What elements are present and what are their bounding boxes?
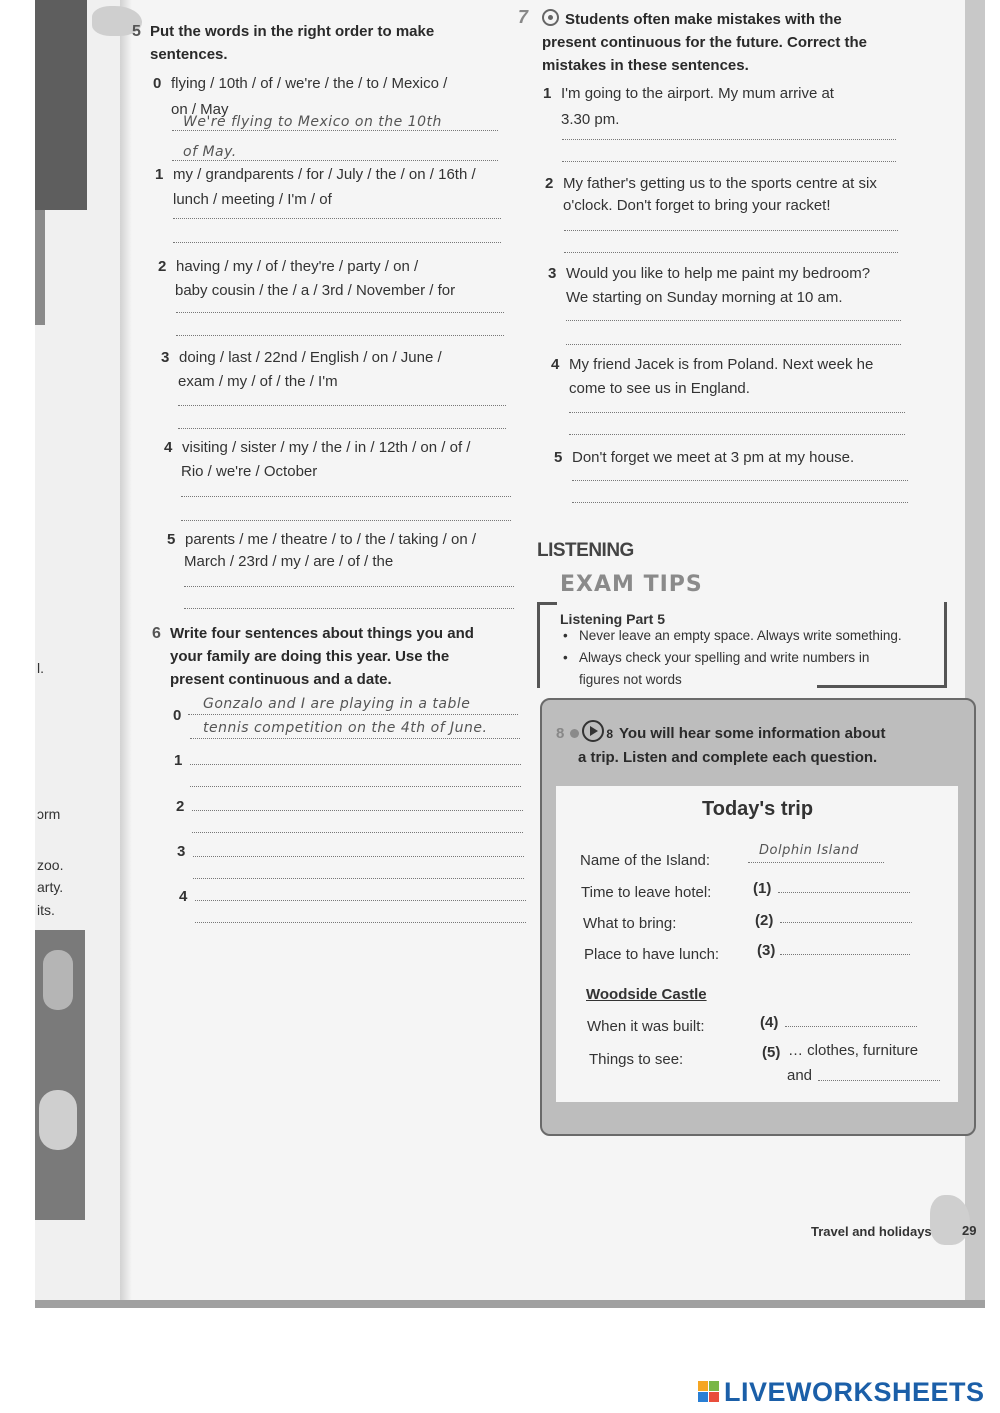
ex7-item-2: 2 My father's getting us to the sports centre at six [545, 175, 877, 192]
ex5-item-1-answer-line[interactable] [173, 218, 501, 219]
ex5-item-1: 1 my / grandparents / for / July / the / on / 16th / [155, 166, 476, 183]
exam-tips-title: EXAM TIPS [560, 572, 703, 597]
ex5-item-0-answer-continued: of May. [183, 144, 237, 160]
exam-tip-2-continued: figures not words [579, 672, 682, 687]
ex7-item-3-line2: We starting on Sunday morning at 10 am. [566, 289, 843, 306]
answer-input-4[interactable] [785, 1026, 917, 1027]
ex7-item-1: 1 I'm going to the airport. My mum arrive at [543, 85, 834, 102]
ex6-answer-line-2[interactable] [192, 810, 523, 811]
question-number-1: (1) [753, 880, 772, 897]
ex7-item-5-answer-line[interactable] [572, 502, 908, 503]
field-label-built: When it was built: [587, 1018, 705, 1035]
ex5-item-3-line2: exam / my / of / the / I'm [178, 373, 338, 390]
ex6-line-number-2: 2 [176, 798, 185, 815]
ex5-item-3: 3 doing / last / 22nd / English / on / June / [161, 349, 442, 366]
woodside-castle-subheading: Woodside Castle [586, 986, 707, 1003]
track-number: 8 [606, 727, 614, 741]
ex6-line-number-1: 1 [174, 752, 183, 769]
exam-tip-2: • Always check your spelling and write numbers in [563, 650, 870, 665]
ex7-item-1-line2: 3.30 pm. [561, 111, 620, 128]
ex5-item-2-line2: baby cousin / the / a / 3rd / November / for [175, 282, 456, 299]
answer-line [190, 738, 520, 739]
ex5-item-2-answer-line[interactable] [176, 312, 504, 313]
ex7-item-3-answer-line[interactable] [566, 320, 901, 321]
ex5-item-4: 4 visiting / sister / my / the / in / 12th / on / of / [164, 439, 471, 456]
ex7-item-5-answer-line[interactable] [572, 480, 908, 481]
field-label-bring: What to bring: [583, 915, 677, 932]
answer-line [172, 130, 498, 131]
ex5-item-5: 5 parents / me / theatre / to / the / taking / on / [167, 531, 476, 548]
ex5-item-5-line2: March / 23rd / my / are / of / the [184, 553, 394, 570]
ex7-item-4: 4 My friend Jacek is from Poland. Next week he [551, 356, 874, 373]
ex5-item-0-line2: on / May [171, 101, 229, 118]
ex7-item-1-answer-line[interactable] [562, 139, 896, 140]
field-label-time: Time to leave hotel: [581, 884, 712, 901]
ex6-answer-line-1b[interactable] [190, 786, 521, 787]
answer-input-2[interactable] [780, 922, 912, 923]
exercise-8-instruction: 8 8 You will hear some information about a trip. Listen and complete each question. [556, 720, 956, 769]
ex5-item-5-answer-line[interactable] [184, 608, 514, 609]
ex5-item-4-answer-line[interactable] [181, 520, 511, 521]
liveworksheets-logo-icon [698, 1381, 720, 1403]
field-label-things: Things to see: [589, 1051, 684, 1068]
ex6-line-number-4: 4 [179, 888, 188, 905]
field-label-island: Name of the Island: [580, 852, 711, 869]
ex6-example-number: 0 [173, 707, 182, 724]
answer-line [748, 862, 884, 863]
ex5-item-5-answer-line[interactable] [184, 586, 514, 587]
left-page-text-fragment: its. [37, 902, 55, 918]
answer-line [188, 714, 518, 715]
question-number-4: (4) [760, 1014, 779, 1031]
ex7-item-2-answer-line[interactable] [564, 252, 898, 253]
ex7-item-4-line2: come to see us in England. [569, 380, 750, 397]
ex5-item-2: 2 having / my / of / they're / party / on / [158, 258, 419, 275]
exercise-7-instruction: Students often make mistakes with the present continuous for the future. Correct the mistakes in these sentences. [542, 11, 868, 74]
ex7-item-3-answer-line[interactable] [566, 344, 901, 345]
exercise-7-number: 7 [518, 7, 529, 27]
listening-heading: LISTENING [537, 540, 634, 561]
answer-input-3[interactable] [780, 954, 910, 955]
exercise-5-instruction: 5 Put the words in the right order to make sentences. [150, 20, 480, 66]
ex5-item-3-answer-line[interactable] [178, 428, 506, 429]
question-number-2: (2) [755, 912, 774, 929]
ex6-line-number-3: 3 [177, 843, 186, 860]
left-page-cartoon-image [35, 930, 85, 1220]
question-number-3: (3) [757, 942, 776, 959]
field-hint-and: and [787, 1067, 813, 1084]
ex6-answer-line-3[interactable] [193, 856, 524, 857]
liveworksheets-brand[interactable]: LIVEWORKSHEETS [724, 1377, 985, 1407]
ex5-item-1-answer-line[interactable] [173, 242, 501, 243]
ex6-answer-line-4b[interactable] [195, 922, 526, 923]
ex6-answer-line-4[interactable] [195, 900, 526, 901]
answer-input-1[interactable] [778, 892, 910, 893]
audio-icon [570, 729, 579, 738]
exercise-6-number: 6 [152, 625, 161, 642]
scan-bottom-edge [35, 1300, 985, 1308]
ex7-item-5: 5 Don't forget we meet at 3 pm at my house. [554, 449, 855, 466]
ex7-item-2-line2: o'clock. Don't forget to bring your racket! [563, 197, 831, 214]
ex7-item-2-answer-line[interactable] [564, 230, 898, 231]
ex7-item-4-answer-line[interactable] [569, 434, 905, 435]
trip-card-title: Today's trip [702, 798, 814, 820]
field-hint-clothes: … clothes, furniture [788, 1042, 919, 1059]
left-page-text-fragment: arty. [37, 879, 64, 895]
ex5-item-1-line2: lunch / meeting / I'm / of [173, 191, 332, 208]
answer-input-5[interactable] [818, 1080, 940, 1081]
exercise-6-instruction: 6 Write four sentences about things you and your family are doing this year. Use the present continuous and a date. [170, 622, 510, 691]
ex6-example-answer-continued: tennis competition on the 4th of June. [203, 720, 488, 736]
ex6-answer-line-3b[interactable] [193, 878, 524, 879]
ex7-item-4-answer-line[interactable] [569, 412, 905, 413]
left-page-dark-band [35, 0, 87, 210]
target-icon [542, 9, 559, 26]
exercise-5-number: 5 [132, 23, 141, 40]
ex5-item-4-line2: Rio / we're / October [181, 463, 318, 480]
ex5-item-3-answer-line[interactable] [178, 405, 506, 406]
ex5-item-4-answer-line[interactable] [181, 496, 511, 497]
exam-tips-part: Listening Part 5 [560, 611, 666, 627]
field-label-lunch: Place to have lunch: [584, 946, 720, 963]
play-track-icon[interactable] [582, 720, 604, 742]
ex5-item-2-answer-line[interactable] [176, 335, 504, 336]
ex6-answer-line-1[interactable] [190, 764, 521, 765]
ex7-item-1-answer-line[interactable] [562, 161, 896, 162]
left-page-grey-bar [35, 210, 45, 325]
ex5-item-0-answer: We're flying to Mexico on the 10th [183, 114, 442, 130]
exam-tip-1: • Never leave an empty space. Always write something. [563, 628, 902, 643]
left-page-text-fragment: l. [37, 660, 44, 676]
left-page-text-fragment: zoo. [37, 857, 64, 873]
ex7-item-3: 3 Would you like to help me paint my bedroom? [548, 265, 871, 282]
page-gutter [120, 0, 132, 1300]
ex6-example-answer: Gonzalo and I are playing in a table [203, 696, 471, 712]
page-number: 29 [962, 1223, 977, 1238]
field-answer-island: Dolphin Island [759, 843, 859, 858]
ex6-answer-line-2b[interactable] [192, 832, 523, 833]
answer-line [172, 160, 498, 161]
left-page-text-fragment: ɔrm [37, 806, 61, 822]
exercise-8-number: 8 [556, 725, 565, 742]
footer-section-title: Travel and holidays [811, 1224, 932, 1239]
ex5-item-0: 0 flying / 10th / of / we're / the / to / Mexico / [153, 75, 448, 92]
question-number-5: (5) [762, 1044, 781, 1061]
